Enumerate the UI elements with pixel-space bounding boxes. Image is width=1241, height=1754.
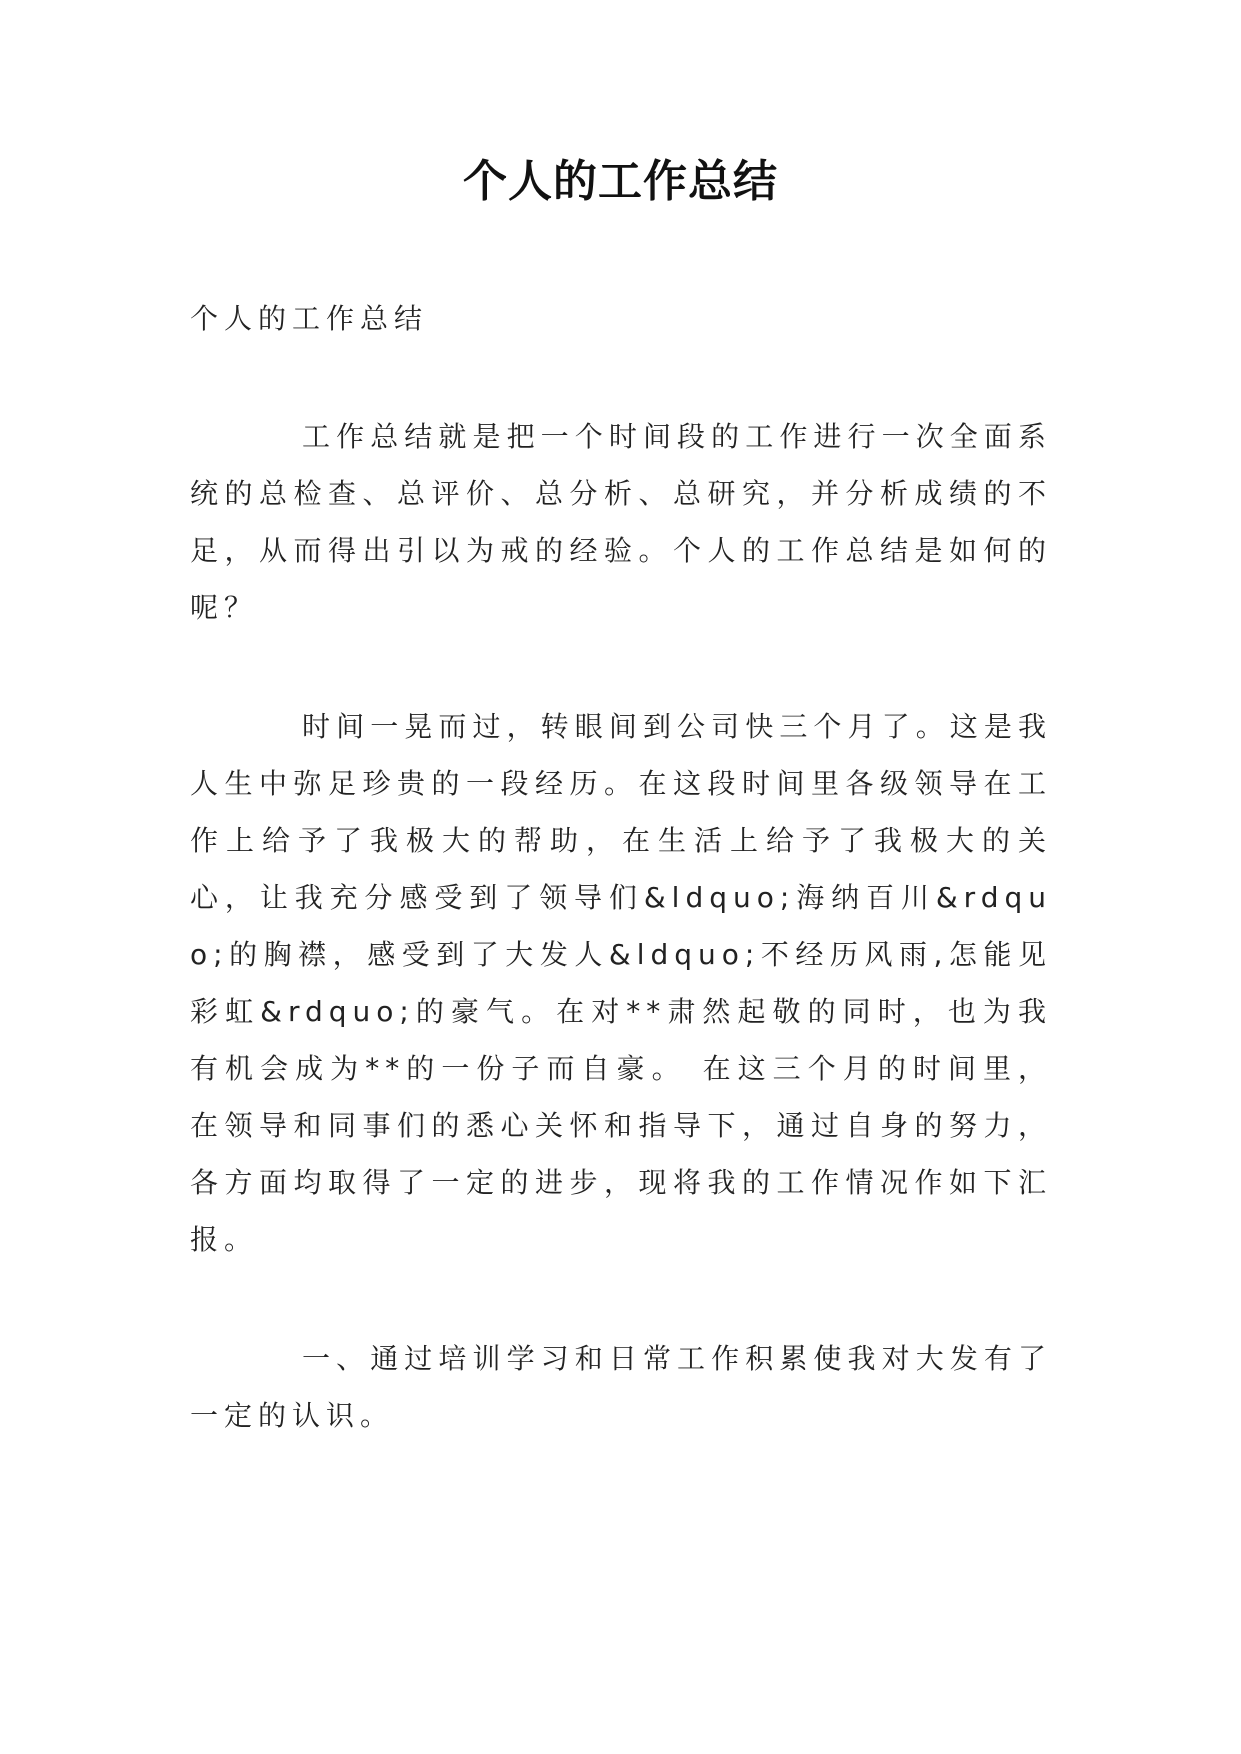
paragraph-intro: 工作总结就是把一个时间段的工作进行一次全面系统的总检查、总评价、总分析、总研究，并分析成绩的不足，从而得出引以为戒的经验。个人的工作总结是如何的呢？ bbox=[190, 420, 1052, 624]
paragraph-section-one: 一、通过培训学习和日常工作积累使我对大发有了一定的认识。 bbox=[190, 1342, 1052, 1432]
paragraph-body: 时间一晃而过，转眼间到公司快三个月了。这是我人生中弥足珍贵的一段经历。在这段时间里各级领导在工作上给予了我极大的帮助，在生活上给予了我极大的关心，让我充分感受到了领导们&ldquo;海纳百川&rdquo;的胸襟，感受到了大发人&ldquo;不经历风雨,怎能见彩虹&rdquo;的豪气。在对**肃然起敬的同时，也为我有机会成为**的一份子而自豪。 在这三个月的时间里，在领导和同事们的悉心关怀和指导下，通过自身的努力，各方面均取得了一定的进步，现将我的工作情况作如下汇报。 bbox=[190, 710, 1052, 1256]
document-title: 个人的工作总结 bbox=[463, 156, 778, 207]
document-subtitle: 个人的工作总结 bbox=[190, 302, 429, 335]
